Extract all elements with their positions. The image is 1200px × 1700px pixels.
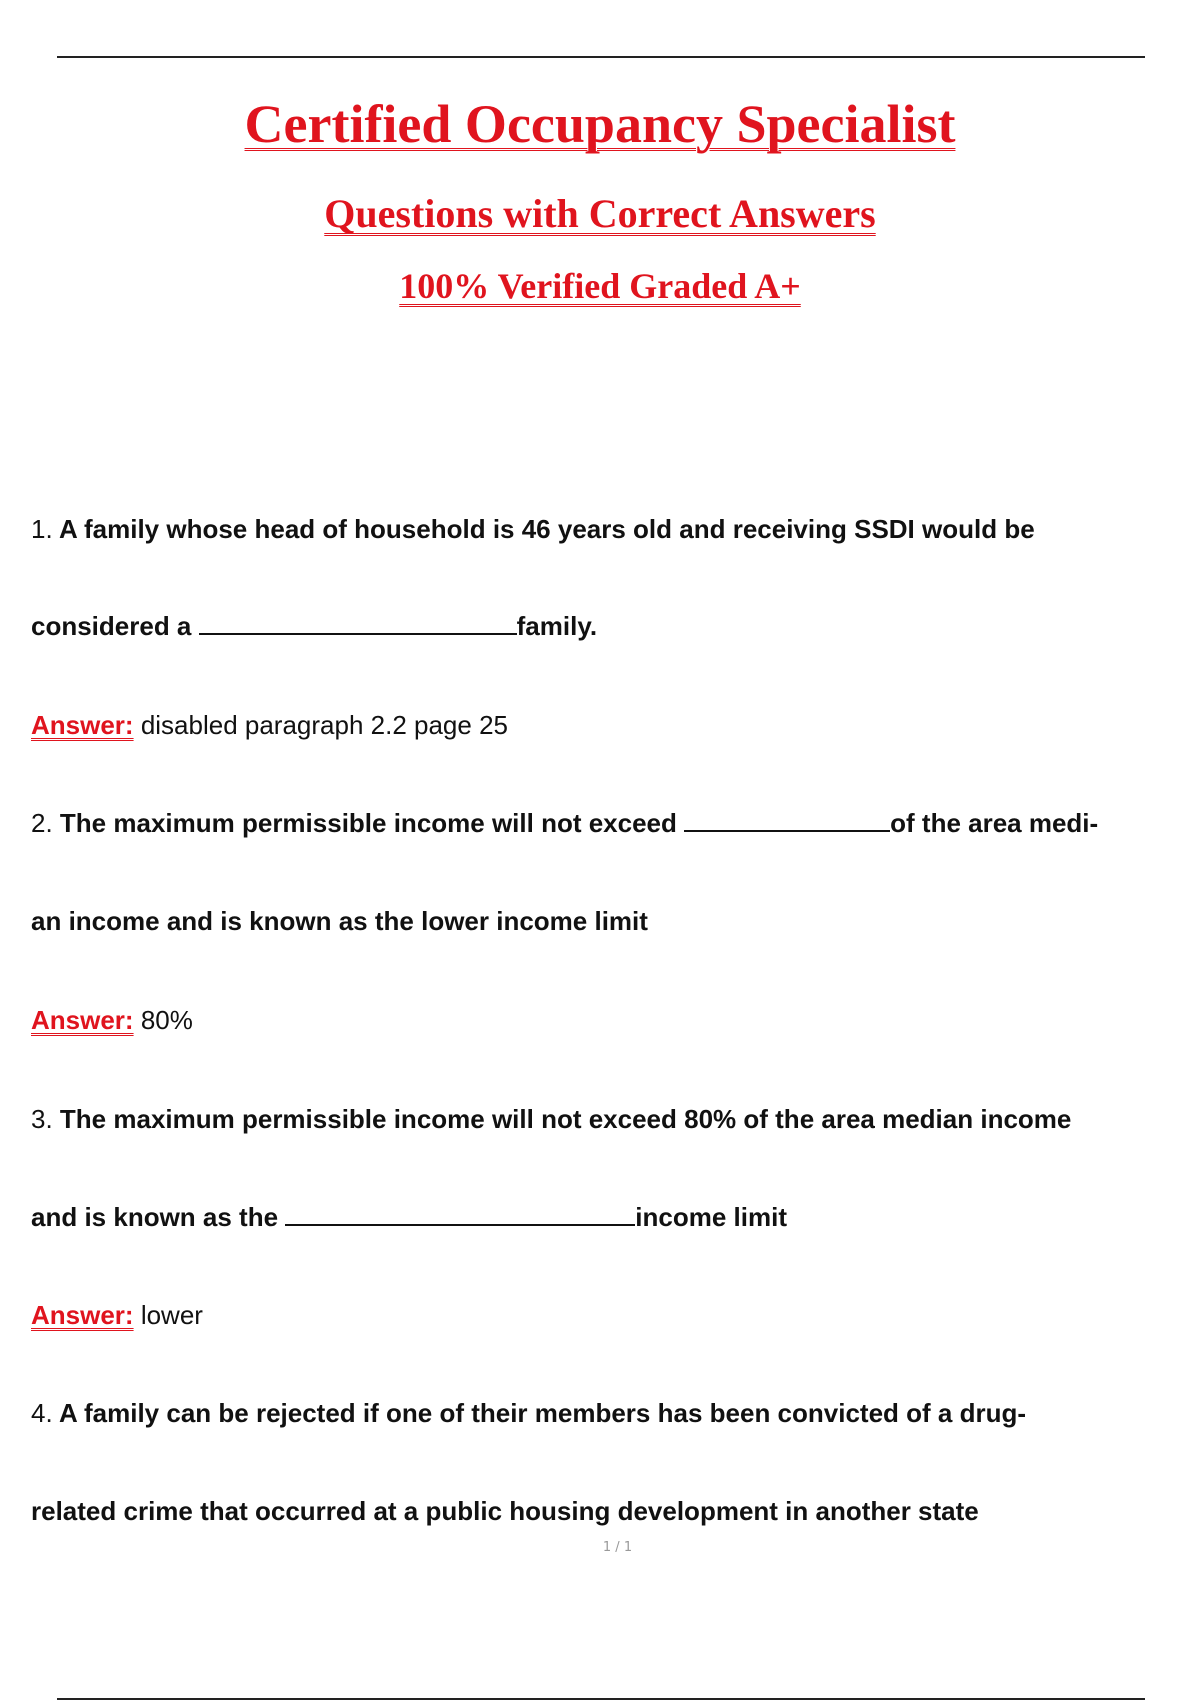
document-title: Certified Occupancy Specialist [244, 94, 956, 154]
question-3-text-after-blank: income limit [635, 1202, 787, 1232]
question-1-text: A family whose head of household is 46 years old and receiving SSDI would be [58, 514, 1035, 544]
question-3-answer [31, 1298, 203, 1332]
question-1-text-before-blank: considered a [31, 611, 192, 641]
question-1-line-1 [31, 512, 1035, 546]
question-3-line-2 [31, 1200, 787, 1234]
question-2-text-after-blank: of the area medi- [890, 808, 1099, 838]
answer-label: Answer: [31, 1005, 134, 1035]
document-subtitle: Questions with Correct Answers [324, 191, 876, 236]
question-4-text-continued: related crime that occurred at a public housing development in another state [31, 1496, 979, 1526]
question-3-answer-text: lower [140, 1300, 203, 1330]
page-indicator: 1 / 1 [602, 1540, 633, 1555]
question-3-blank [285, 1202, 635, 1226]
question-3-line-1 [31, 1102, 1071, 1136]
question-1-number: 1. [31, 514, 53, 544]
grade-badge-text: 100% Verified Graded A+ [399, 266, 801, 306]
question-2-answer [31, 1003, 193, 1037]
question-2-line-1 [31, 806, 1098, 840]
question-1-text-after-blank: family. [516, 611, 598, 641]
question-4-line-1 [31, 1396, 1026, 1430]
question-2-text: an income and is known as the lower income limit [31, 906, 648, 936]
question-2-text-before-blank: The maximum permissible income will not exceed [59, 808, 677, 838]
question-1-line-2 [31, 609, 597, 643]
question-3-text: The maximum permissible income will not exceed 80% of the area median income [59, 1104, 1072, 1134]
answer-label: Answer: [31, 1300, 134, 1330]
question-1-answer [31, 708, 508, 742]
answer-label: Answer: [31, 710, 134, 740]
question-3-number: 3. [31, 1104, 53, 1134]
question-2-blank [684, 808, 890, 832]
question-4-line-2 [31, 1494, 979, 1528]
question-1-blank [199, 611, 517, 635]
question-1-answer-text: disabled paragraph 2.2 page 25 [140, 710, 508, 740]
top-rule [57, 56, 1145, 58]
question-4-number: 4. [31, 1398, 53, 1428]
question-2-answer-text: 80% [140, 1005, 193, 1035]
question-3-text-before-blank: and is known as the [31, 1202, 279, 1232]
question-2-number: 2. [31, 808, 53, 838]
question-4-text: A family can be rejected if one of their members has been convicted of a drug- [58, 1398, 1027, 1428]
question-2-line-2 [31, 904, 648, 938]
